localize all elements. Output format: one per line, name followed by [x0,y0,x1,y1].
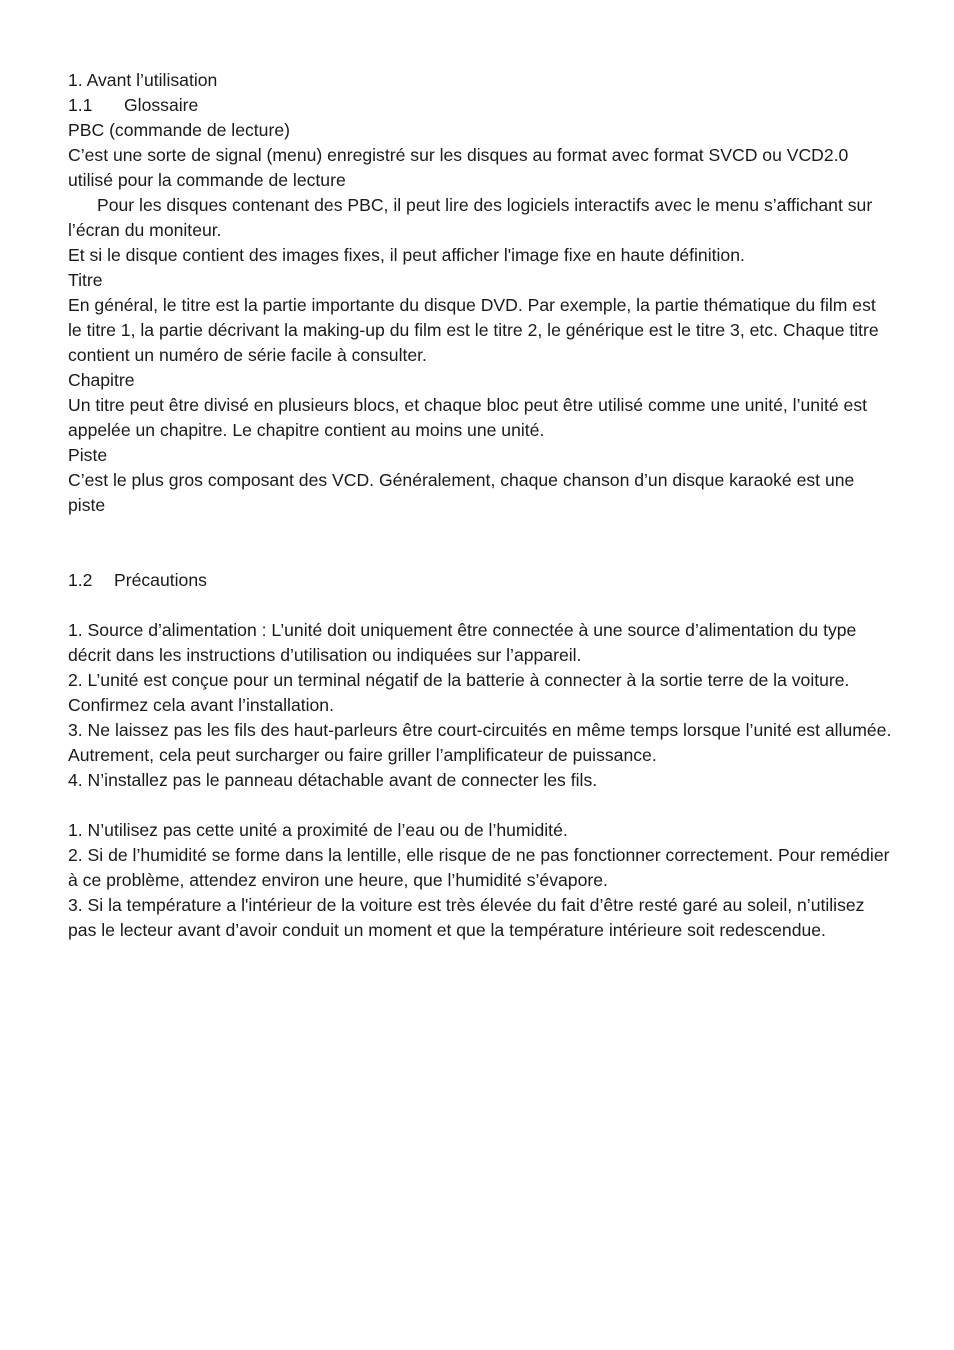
paragraph-pbc-still-images: Et si le disque contient des images fixes, il peut afficher l'image fixe en haute définition. [68,245,745,265]
term-titre: Titre [68,270,103,290]
subsection-title: Glossaire [124,95,199,115]
term-chapitre: Chapitre [68,370,135,390]
spacer [68,518,892,568]
precaution-item: 1. N’utilisez pas cette unité a proximité de l’eau ou de l’humidité. [68,820,568,840]
document-page [68,68,892,943]
section-title: 1. Avant l’utilisation [68,70,218,90]
subsection-number: 1.1 [68,95,93,115]
precaution-item: 1. Source d’alimentation : L’unité doit uniquement être connectée à une source d’alimentation du type décrit dans les instructions d’utilisation ou indiquées sur l’appareil. [68,620,857,665]
precaution-item: 3. Si la température a l'intérieur de la voiture est très élevée du fait d’être resté garé au soleil, n’utilisez pas le lecteur avant d’avoir conduit un moment et que la température intérieure soit redescendue. [68,895,865,940]
subsection-heading-precautions [68,568,892,593]
precaution-item: 3. Ne laissez pas les fils des haut-parleurs être court-circuités en même temps lorsque l’unité est allumée. Autrement, cela peut surcharger ou faire griller l’amplificateur de puissance. [68,720,892,765]
subsection-title: Précautions [114,570,207,590]
spacer [68,593,892,618]
precaution-item: 2. Si de l’humidité se forme dans la lentille, elle risque de ne pas fonctionner correctement. Pour remédier à ce problème, attendez environ une heure, que l’humidité s’évapore. [68,845,890,890]
precaution-item: 2. L’unité est conçue pour un terminal négatif de la batterie à connecter à la sortie terre de la voiture. Confirmez cela avant l’installation. [68,670,850,715]
definition-piste: C’est le plus gros composant des VCD. Généralement, chaque chanson d’un disque karaoké est une piste [68,470,855,515]
definition-pbc: C’est une sorte de signal (menu) enregistré sur les disques au format avec format SVCD ou VCD2.0 utilisé pour la commande de lecture [68,145,849,190]
precaution-item: 4. N’installez pas le panneau détachable avant de connecter les fils. [68,770,598,790]
term-piste: Piste [68,445,108,465]
paragraph-pbc-interactive: Pour les disques contenant des PBC, il peut lire des logiciels interactifs avec le menu s’affichant sur l’écran du moniteur. [68,195,873,240]
subsection-heading-glossaire [68,93,892,118]
definition-titre: En général, le titre est la partie importante du disque DVD. Par exemple, la partie thématique du film est le titre 1, la partie décrivant la making-up du film est le titre 2, le générique est le titre 3, etc. Chaque titre contient un numéro de série facile à consulter. [68,295,879,365]
definition-chapitre: Un titre peut être divisé en plusieurs blocs, et chaque bloc peut être utilisé comme une unité, l’unité est appelée un chapitre. Le chapitre contient au moins une unité. [68,395,868,440]
subsection-number: 1.2 [68,570,93,590]
spacer [68,793,892,818]
term-pbc: PBC (commande de lecture) [68,120,290,140]
